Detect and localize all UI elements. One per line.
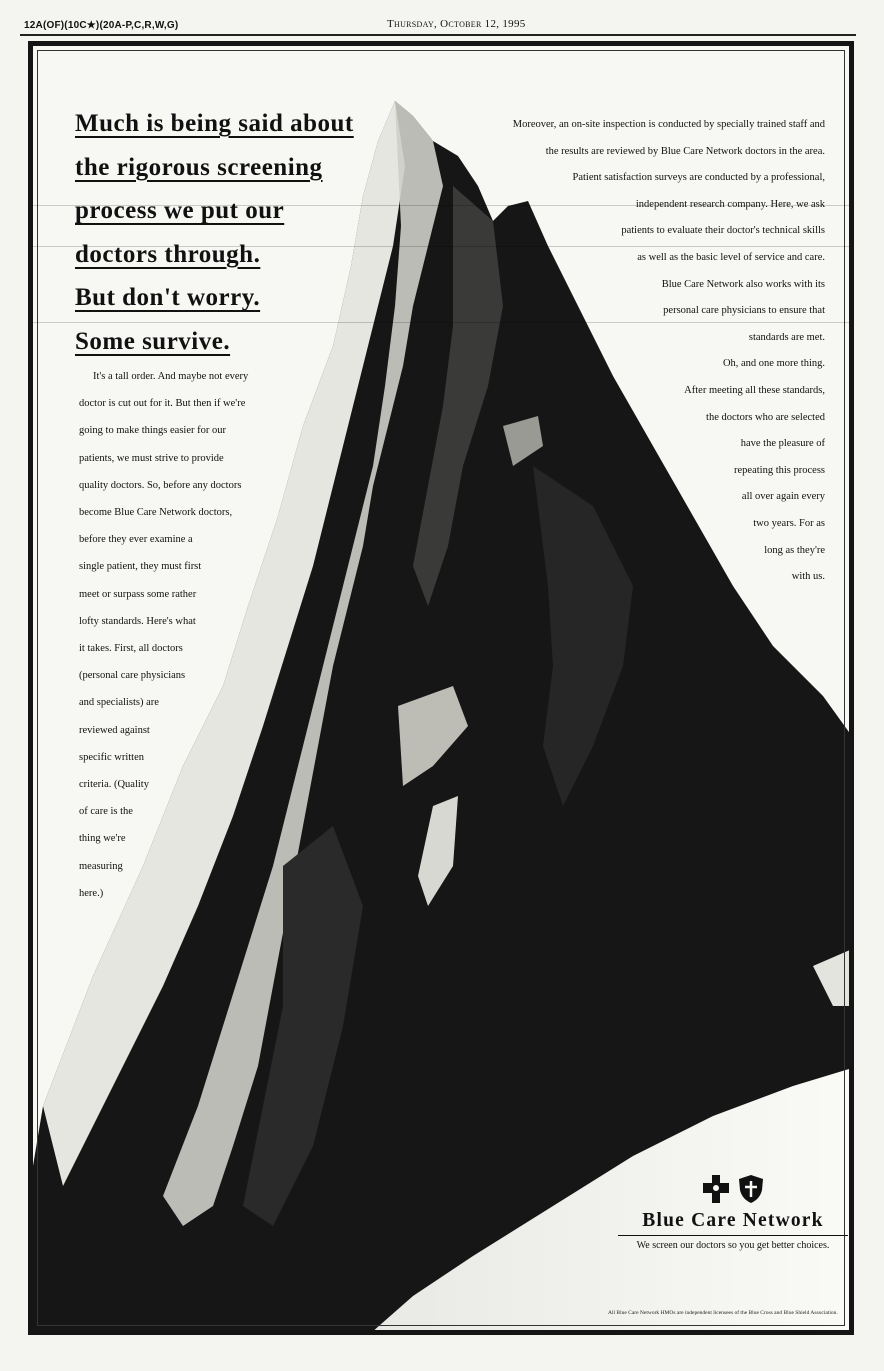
body-line: before they ever examine a bbox=[79, 534, 193, 546]
header-rule bbox=[20, 34, 856, 36]
body-line: repeating this process bbox=[734, 464, 825, 476]
headline-line: the rigorous screening bbox=[75, 153, 323, 181]
scan-line bbox=[30, 322, 850, 323]
body-line: all over again every bbox=[741, 491, 825, 503]
body-line: Patient satisfaction surveys are conducted by a professional, bbox=[572, 172, 825, 184]
body-line: long as they're bbox=[764, 544, 825, 556]
body-line: two years. For as bbox=[753, 517, 825, 529]
headline-line: But don't worry. bbox=[75, 284, 261, 311]
body-line: thing we're bbox=[79, 833, 126, 845]
headline bbox=[75, 102, 375, 363]
body-line: personal care physicians to ensure that bbox=[663, 305, 825, 317]
body-line: become Blue Care Network doctors, bbox=[79, 507, 233, 519]
body-line: quality doctors. So, before any doctors bbox=[79, 479, 242, 491]
headline-line: Much is being said about bbox=[75, 110, 354, 137]
body-line: here.) bbox=[79, 887, 104, 899]
body-copy-left bbox=[79, 363, 319, 907]
body-line: standards are met. bbox=[748, 331, 825, 343]
scan-line bbox=[30, 246, 850, 247]
shield-icon bbox=[738, 1174, 764, 1204]
body-line: as well as the basic level of service and care. bbox=[637, 251, 825, 263]
body-line: going to make things easier for our bbox=[79, 425, 226, 437]
body-line: patients to evaluate their doctor's technical skills bbox=[621, 225, 825, 237]
body-line: After meeting all these standards, bbox=[684, 384, 825, 396]
body-line: Blue Care Network also works with its bbox=[661, 278, 825, 290]
body-line: Moreover, an on-site inspection is conducted by specially trained staff and bbox=[512, 119, 825, 130]
body-line: specific written bbox=[79, 751, 145, 763]
page-header-date: Thursday, October 12, 1995 bbox=[387, 18, 526, 30]
body-line: (personal care physicians bbox=[79, 670, 186, 682]
headline-line: Some survive. bbox=[75, 327, 231, 355]
body-copy-right bbox=[425, 112, 825, 591]
body-line: of care is the bbox=[79, 806, 133, 818]
body-line: the results are reviewed by Blue Care Network doctors in the area. bbox=[545, 145, 825, 157]
scan-line bbox=[30, 205, 850, 206]
body-line: with us. bbox=[791, 571, 825, 583]
body-line: have the pleasure of bbox=[740, 438, 825, 450]
advertisement-frame bbox=[28, 41, 854, 1335]
body-line: reviewed against bbox=[79, 724, 150, 736]
brand-name: Blue Care Network bbox=[618, 1210, 848, 1236]
body-line: It's a tall order. And maybe not every bbox=[93, 371, 249, 382]
body-line: Oh, and one more thing. bbox=[722, 358, 825, 370]
footnote: All Blue Care Network HMOs are independent licensees of the Blue Cross and Blue Shield Association. bbox=[608, 1310, 838, 1316]
body-line: lofty standards. Here's what bbox=[79, 615, 196, 627]
body-line: it takes. First, all doctors bbox=[79, 643, 183, 655]
body-line: the doctors who are selected bbox=[706, 411, 825, 423]
brand-logo bbox=[618, 1174, 848, 1251]
body-line: criteria. (Quality bbox=[79, 779, 149, 791]
brand-tagline: We screen our doctors so you get better choices. bbox=[636, 1240, 830, 1251]
body-line: independent research company. Here, we ask bbox=[635, 198, 825, 210]
body-line: doctor is cut out for it. But then if we're bbox=[79, 398, 246, 410]
body-line: patients, we must strive to provide bbox=[79, 452, 224, 464]
cross-icon bbox=[702, 1174, 730, 1204]
body-line: meet or surpass some rather bbox=[79, 588, 197, 600]
headline-line: process we put our bbox=[75, 197, 285, 224]
body-line: and specialists) are bbox=[79, 697, 159, 709]
page-header-edition: 12A(OF)(10C★)(20A-P,C,R,W,G) bbox=[24, 20, 179, 31]
body-line: measuring bbox=[79, 860, 123, 872]
body-line: single patient, they must first bbox=[79, 561, 202, 573]
headline-line: doctors through. bbox=[75, 240, 261, 268]
